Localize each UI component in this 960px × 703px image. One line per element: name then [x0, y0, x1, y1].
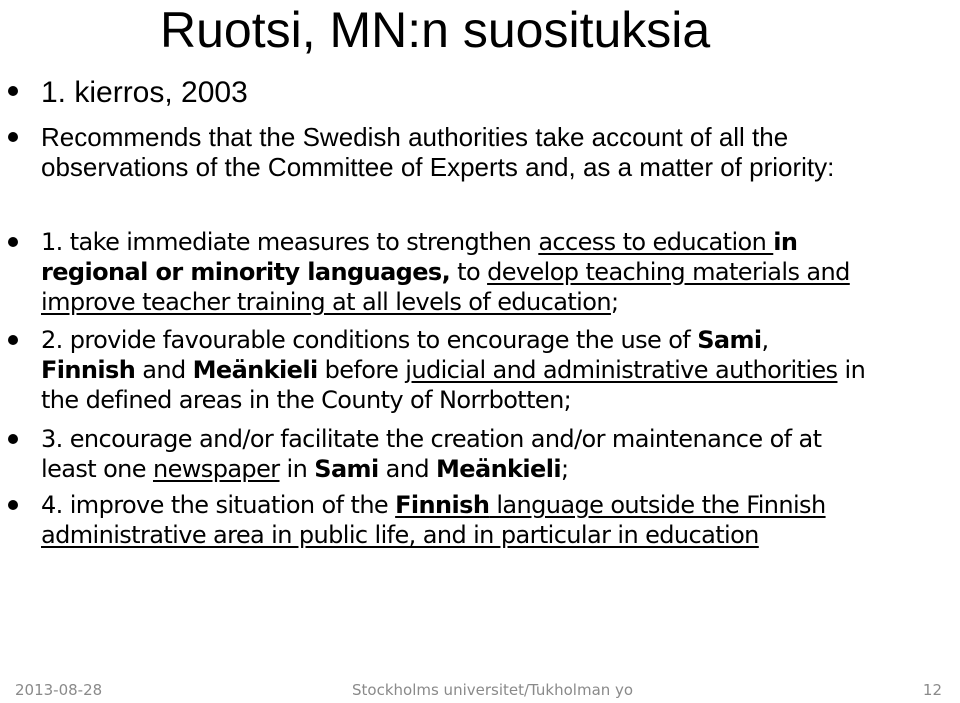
- item-3-line-2: [41, 454, 940, 484]
- intro-text: [41, 122, 940, 182]
- item-2-part: ,: [761, 326, 769, 354]
- item-1-line-3: [41, 287, 940, 317]
- item-3-text: [41, 424, 940, 484]
- item-2-part: 2. provide favourable conditions to encourage the use of: [41, 326, 698, 354]
- item-2-line-1: [41, 325, 940, 355]
- slide-title: Ruotsi, MN:n suosituksia: [160, 2, 711, 58]
- item-3-part: in: [279, 455, 315, 483]
- footer-page-number: 12: [922, 681, 942, 699]
- item-1-part: ;: [610, 288, 619, 316]
- bullet-dot-icon: [8, 335, 18, 345]
- item-1-underlined: access to education: [538, 228, 774, 256]
- item-1-part: 1. take immediate measures to strengthen: [41, 228, 539, 256]
- footer-date: 2013-08-28: [15, 681, 103, 699]
- intro-line-1: Recommends that the Swedish authorities take account of all the: [41, 122, 789, 152]
- item-2-part: before: [317, 356, 406, 384]
- item-3-part: ;: [560, 455, 569, 483]
- item-2-bold: Finnish: [41, 356, 136, 384]
- item-2-part: and: [135, 356, 193, 384]
- item-4-underlined: administrative area in public life, and in particular in education: [41, 521, 759, 549]
- item-1-text: [41, 227, 940, 317]
- item-3-bold: Meänkieli: [436, 455, 561, 483]
- item-3-part: least one: [41, 455, 153, 483]
- item-4-text: [41, 490, 940, 550]
- footer-center: Stockholms universitet/Tukholman yo: [352, 681, 634, 699]
- item-2-underlined: judicial and administrative authorities: [405, 356, 838, 384]
- item-1-underlined: improve teacher training at all levels of education: [41, 288, 611, 316]
- item-1-line-2: [41, 257, 940, 287]
- item-3-line-1: 3. encourage and/or facilitate the creation and/or maintenance of at: [41, 425, 822, 453]
- bullet-dot-icon: [8, 500, 18, 510]
- item-4-underlined: [395, 491, 825, 519]
- item-2-line-3: the defined areas in the County of Norrbotten;: [41, 386, 572, 414]
- round-text: 1. kierros, 2003: [41, 76, 248, 109]
- item-4-part: 4. improve the situation of the: [41, 491, 396, 519]
- item-4-line-1: [41, 490, 940, 520]
- item-4-line-2: [41, 520, 940, 550]
- intro-line-2: observations of the Committee of Experts and, as a matter of priority:: [41, 152, 835, 182]
- bullet-dot-icon: [8, 434, 18, 444]
- item-1-line-1: [41, 227, 940, 257]
- item-2-line-2: [41, 355, 940, 385]
- item-3-bold: Sami: [314, 455, 379, 483]
- bullet-dot-icon: [8, 86, 18, 96]
- item-1-bold: regional or minority languages,: [41, 258, 451, 286]
- item-3-part: and: [378, 455, 437, 483]
- item-2-bold: Meänkieli: [192, 356, 318, 384]
- item-1-bold: in: [773, 228, 798, 256]
- item-1-underlined: develop teaching materials and: [487, 258, 850, 286]
- item-2-bold: Sami: [697, 326, 762, 354]
- item-2-part: in: [837, 356, 866, 384]
- bullet-dot-icon: [8, 237, 18, 247]
- item-4-bold: Finnish: [395, 491, 490, 519]
- bullet-dot-icon: [8, 132, 18, 142]
- item-2-text: [41, 325, 940, 415]
- item-3-underlined: newspaper: [152, 455, 280, 483]
- item-4-part: language outside the Finnish: [489, 491, 826, 519]
- item-1-part: to: [450, 258, 488, 286]
